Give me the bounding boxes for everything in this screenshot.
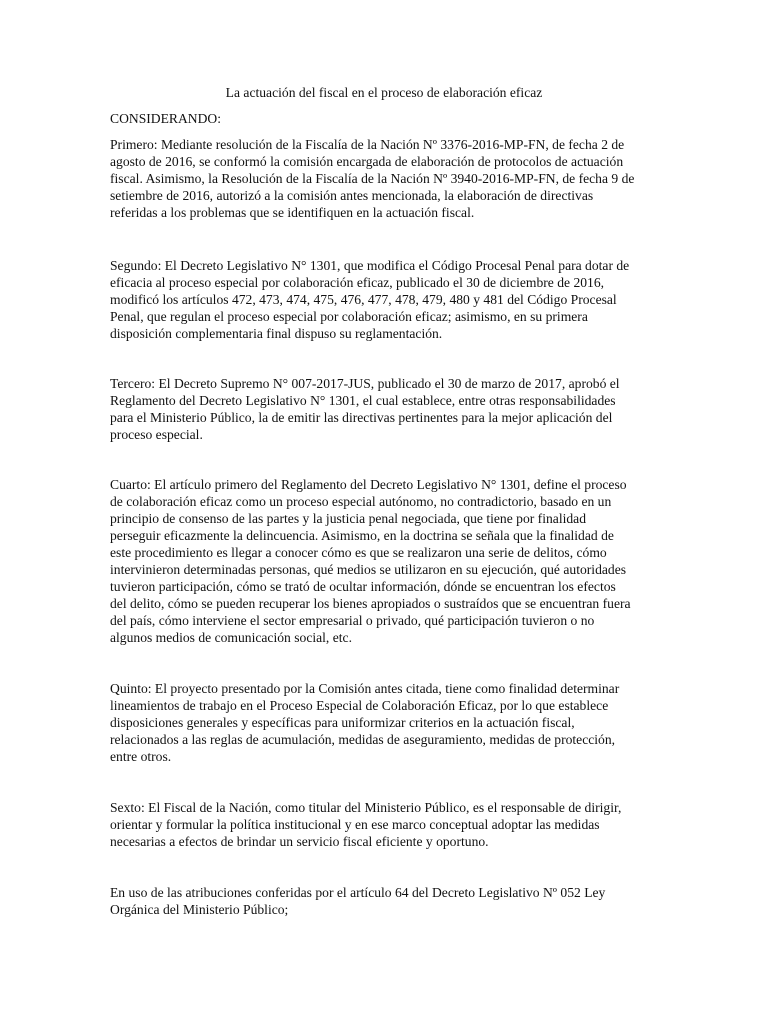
paragraph-line: Reglamento del Decreto Legislativo N° 1301, el cual establece, entre otras responsabilidades bbox=[110, 393, 616, 408]
paragraph-line: Orgánica del Ministerio Público; bbox=[110, 902, 289, 917]
paragraph-line: eficacia al proceso especial por colaboración eficaz, publicado el 30 de diciembre de 2016, bbox=[110, 275, 605, 290]
paragraph-quinto bbox=[110, 680, 670, 765]
paragraph-line: principio de consenso de las partes y la justicia penal negociada, que tiene por finalidad bbox=[110, 511, 586, 526]
paragraph-line: modificó los artículos 472, 473, 474, 475, 476, 477, 478, 479, 480 y 481 del Código Procesal bbox=[110, 292, 617, 307]
considerando-heading: CONSIDERANDO: bbox=[110, 111, 222, 126]
paragraph-line: orientar y formular la política institucional y en ese marco conceptual adoptar las medidas bbox=[110, 817, 600, 832]
paragraph-line: este procedimiento es llegar a conocer cómo es que se realizaron una serie de delitos, cómo bbox=[110, 545, 607, 560]
paragraph-line: lineamientos de trabajo en el Proceso Especial de Colaboración Eficaz, por lo que establece bbox=[110, 698, 609, 713]
paragraph-line: para el Ministerio Público, la de emitir las directivas pertinentes para la mejor aplicación del bbox=[110, 410, 613, 425]
paragraph-line: tuvieron participación, cómo se trató de ocultar información, dónde se encuentran los efectos bbox=[110, 579, 616, 594]
paragraph-line: relacionados a las reglas de acumulación, medidas de aseguramiento, medidas de protección, bbox=[110, 732, 616, 747]
paragraph-primero bbox=[110, 136, 670, 221]
paragraph-line: fiscal. Asimismo, la Resolución de la Fiscalía de la Nación Nº 3940-2016-MP-FN, de fecha 9 de bbox=[110, 171, 635, 186]
paragraph-line: de colaboración eficaz como un proceso especial autónomo, no contradictorio, basado en un bbox=[110, 494, 612, 509]
paragraph-line: Penal, que regulan el proceso especial por colaboración eficaz; asimismo, en su primera bbox=[110, 309, 588, 324]
paragraph-line: agosto de 2016, se conformó la comisión encargada de elaboración de protocolos de actuación bbox=[110, 154, 624, 169]
paragraph-line: Segundo: El Decreto Legislativo N° 1301, que modifica el Código Procesal Penal para dotar de bbox=[110, 258, 630, 273]
paragraph-line: disposición complementaria final dispuso su reglamentación. bbox=[110, 326, 443, 341]
paragraph-tercero bbox=[110, 375, 670, 443]
paragraph-line: Primero: Mediante resolución de la Fiscalía de la Nación Nº 3376-2016-MP-FN, de fecha 2 de bbox=[110, 137, 625, 152]
paragraph-line: proceso especial. bbox=[110, 427, 203, 442]
paragraph-sexto bbox=[110, 799, 670, 850]
paragraph-line: perseguir eficazmente la delincuencia. Asimismo, en la doctrina se señala que la finalidad de bbox=[110, 528, 614, 543]
paragraph-line: Quinto: El proyecto presentado por la Comisión antes citada, tiene como finalidad determinar bbox=[110, 681, 620, 696]
paragraph-line: referidas a los problemas que se identifiquen en la actuación fiscal. bbox=[110, 205, 475, 220]
paragraph-line: En uso de las atribuciones conferidas por el artículo 64 del Decreto Legislativo Nº 052 Ley bbox=[110, 885, 606, 900]
paragraph-line: intervinieron determinadas personas, qué medios se utilizaron en su ejecución, qué autoridades bbox=[110, 562, 627, 577]
paragraph-line: necesarias a efectos de brindar un servicio fiscal eficiente y oportuno. bbox=[110, 834, 489, 849]
paragraph-line: Sexto: El Fiscal de la Nación, como titular del Ministerio Público, es el responsable de dirigir, bbox=[110, 800, 622, 815]
paragraph-line: del delito, cómo se pueden recuperar los bienes apropiados o sustraídos que se encuentran fuera bbox=[110, 596, 631, 611]
paragraph-line: Tercero: El Decreto Supremo N° 007-2017-JUS, publicado el 30 de marzo de 2017, aprobó el bbox=[110, 376, 620, 391]
paragraph-line: Cuarto: El artículo primero del Reglamento del Decreto Legislativo N° 1301, define el proceso bbox=[110, 477, 627, 492]
paragraph-line: setiembre de 2016, autorizó a la comisión antes mencionada, la elaboración de directivas bbox=[110, 188, 594, 203]
paragraph-line: entre otros. bbox=[110, 749, 172, 764]
paragraph-segundo bbox=[110, 257, 670, 342]
paragraph-cuarto bbox=[110, 476, 670, 646]
paragraph-line: disposiciones generales y específicas para uniformizar criterios en la actuación fiscal, bbox=[110, 715, 575, 730]
document-title: La actuación del fiscal en el proceso de elaboración eficaz bbox=[225, 85, 543, 100]
paragraph-line: del país, cómo interviene el sector empresarial o privado, qué participación tuvieron o no bbox=[110, 613, 595, 628]
paragraph-line: algunos medios de comunicación social, etc. bbox=[110, 630, 352, 645]
paragraph-atribuciones bbox=[110, 884, 670, 918]
